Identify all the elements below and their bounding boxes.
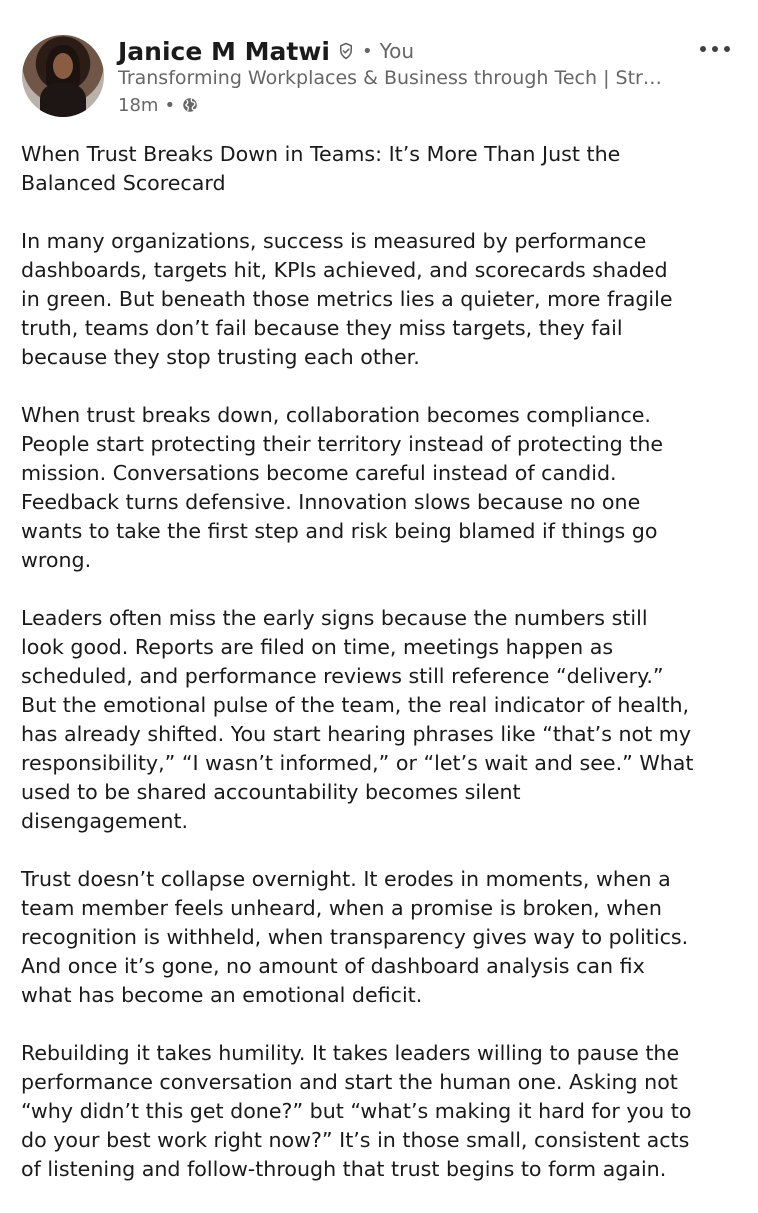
post-line: has already shifted. You start hearing phrases like “that’s not my [21, 722, 692, 746]
avatar-face [53, 53, 73, 79]
more-dot-icon [712, 46, 718, 52]
post-line: team member feels unheard, when a promise is broken, when [21, 896, 662, 920]
post-line: look good. Reports are filed on time, meetings happen as [21, 635, 614, 659]
verified-icon [337, 42, 355, 60]
post-line: Balanced Scorecard [21, 171, 226, 195]
post-line: what has become an emotional deficit. [21, 983, 423, 1007]
separator-dot: • [361, 40, 373, 62]
post-paragraph [21, 604, 739, 836]
post-line: When trust breaks down, collaboration becomes compliance. [21, 403, 651, 427]
post-line: Leaders often miss the early signs because the numbers still [21, 606, 648, 630]
separator-dot: • [164, 94, 176, 116]
post-line: do your best work right now?” It’s in those small, consistent acts [21, 1128, 690, 1152]
connection-degree: You [379, 39, 415, 63]
post-line: People start protecting their territory instead of protecting the [21, 432, 664, 456]
post-line: disengagement. [21, 809, 189, 833]
post-line: But the emotional pulse of the team, the real indicator of health, [21, 693, 690, 717]
post-line: And once it’s gone, no amount of dashboard analysis can fix [21, 954, 645, 978]
post-header [0, 0, 758, 130]
post-line: used to be shared accountability becomes silent [21, 780, 521, 804]
post-line: When Trust Breaks Down in Teams: It’s More Than Just the [21, 142, 621, 166]
post-line: of listening and follow-through that trust begins to form again. [21, 1157, 667, 1181]
post-line: wrong. [21, 548, 92, 572]
post-line: mission. Conversations become careful instead of candid. [21, 461, 617, 485]
post-line: wants to take the first step and risk being blamed if things go [21, 519, 658, 543]
post-line: responsibility,” “I wasn’t informed,” or “let’s wait and see.” What [21, 751, 694, 775]
post-line: In many organizations, success is measured by performance [21, 229, 647, 253]
more-dot-icon [700, 46, 706, 52]
post-paragraph [21, 401, 739, 575]
post-line: because they stop trusting each other. [21, 345, 420, 369]
post-paragraph [21, 227, 739, 372]
post-paragraph [21, 140, 739, 198]
author-avatar[interactable] [22, 35, 104, 117]
post-paragraph [21, 1039, 739, 1184]
post-line: performance conversation and start the human one. Asking not [21, 1070, 678, 1094]
post-line: Rebuilding it takes humility. It takes leaders willing to pause the [21, 1041, 680, 1065]
post-paragraph [21, 865, 739, 1010]
author-name-row [118, 33, 414, 69]
author-name[interactable]: Janice M Matwi [118, 36, 330, 66]
more-options-button[interactable] [700, 40, 730, 58]
author-headline: Transforming Workplaces & Business through Tech | Str… [118, 67, 662, 89]
post-line: “why didn’t this get done?” but “what’s making it hard for you to [21, 1099, 692, 1123]
globe-icon [181, 96, 199, 114]
post-time: 18m [118, 94, 159, 116]
post-line: truth, teams don’t fail because they miss targets, they fail [21, 316, 623, 340]
post-line: dashboards, targets hit, KPIs achieved, and scorecards shaded [21, 258, 668, 282]
post-line: recognition is withheld, when transparency gives way to politics. [21, 925, 689, 949]
post-line: in green. But beneath those metrics lies a quieter, more fragile [21, 287, 673, 311]
avatar-body [40, 83, 86, 117]
post-line: scheduled, and performance reviews still reference “delivery.” [21, 664, 664, 688]
post-meta [118, 92, 199, 118]
post-body [21, 140, 739, 1213]
post-line: Trust doesn’t collapse overnight. It erodes in moments, when a [21, 867, 671, 891]
more-dot-icon [724, 46, 730, 52]
post-line: Feedback turns defensive. Innovation slows because no one [21, 490, 641, 514]
